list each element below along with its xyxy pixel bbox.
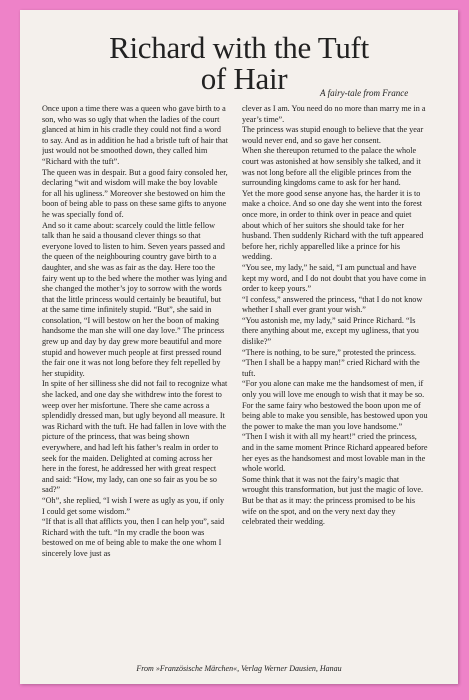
- right-column: [242, 104, 428, 644]
- paragraph: The princess was stupid enough to believe that the year would never end, and so gave her consent.: [242, 125, 424, 145]
- paragraph: “There is nothing, to be sure,” protested the princess.: [242, 347, 416, 357]
- paragraph: “You astonish me, my lady,” said Prince Richard. “Is there anything about me, except my ugliness, that you dislike?”: [242, 315, 419, 347]
- paragraph: clever as I am. You need do no more than marry me in a year’s time”.: [242, 104, 426, 124]
- article-subtitle: A fairy-tale from France: [320, 88, 409, 98]
- paragraph: “Then I shall be a happy man!” cried Richard with the tuft.: [242, 358, 420, 378]
- paragraph: Some think that it was not the fairy’s magic that wrought this transformation, but just the magic of love. But be that as it may: the princess promised to be his wife on the spot, and on the very next day they celebrated their wedding.: [242, 474, 424, 527]
- left-column: [42, 104, 228, 646]
- paragraph: Yet the more good sense anyone has, the harder it is to make a choice. And so one day she went into the forest once more, in order to think over in peace and quiet about which of her suitors she should take for her husband. Then suddenly Richard with the tuft appeared before her, richly apparelled like a prince for his wedding.: [242, 188, 424, 262]
- paragraph: “Then I wish it with all my heart!” cried the princess, and in the same moment Prince Richard appeared before her eyes as the handsomest and most lovable man in the whole world.: [242, 432, 428, 474]
- paragraph: “For you alone can make me the handsomest of men, if only you will love me enough to wish that it may be so. For the same fairy who bestowed the boon upon me of being able to make you sensible, has bestowed upon you the power to make the man you love handsome.”: [242, 379, 428, 431]
- title-line-2: of Hair: [200, 61, 288, 96]
- paragraph: “If that is all that afflicts you, then I can help you”, said Richard with the tuft. “In my cradle the boon was bestowed on me of being able to make the one whom I sincerely love just as: [42, 517, 225, 558]
- paragraph: The queen was in despair. But a good fairy consoled her, declaring “wit and wisdom will make the boy lovable for all his ugliness.” Moreover she bestowed on him the boon of being able to pass on these same gifts to anyone he was specially fond of.: [42, 167, 228, 219]
- paragraph: In spite of her silliness she did not fail to recognize what she lacked, and one day she withdrew into the forest to weep over her misfortune. There she came across a splendidly dressed man, but ugly beyond all measure. It was Richard with the tuft. He had fallen in love with the picture of the princess, that was being shown everywhere, and had left his father’s realm in order to seek for the maiden. Delighted at coming across her here in the forest, he addressed her with great respect and said: “How, my lady, can one so fair as you be so sad?”: [42, 379, 228, 495]
- paragraph: “Oh”, she replied, “I wish I were as ugly as you, if only I could get some wisdom.”: [42, 495, 225, 516]
- paragraph: “You see, my lady,” he said, “I am punctual and have kept my word, and I do not doubt that you have come in order to keep yours.”: [242, 262, 426, 294]
- page-sheet: [20, 10, 458, 684]
- source-footer: From »Französische Märchen«, Verlag Werner Dausien, Hanau: [136, 664, 342, 673]
- title-line-1: Richard with the Tuft: [109, 30, 369, 65]
- paragraph: Once upon a time there was a queen who gave birth to a son, who was so ugly that when the ladies of the court glanced at him in his cradle they could not find a word to say. And as in addition he had a bristle tuft of hair that just would not be smoothed down, they called him “Richard with the tuft”.: [42, 104, 228, 166]
- paragraph: “I confess,” answered the princess, “that I do not know whether I shall ever grant your wish.”: [242, 294, 423, 315]
- article-title: [20, 32, 458, 94]
- paragraph: And so it came about: scarcely could the little fellow talk than he said a thousand clever things so that everyone loved to listen to him. Seven years passed and the queen of the neighbouring country gave birth to a daughter, and she was as fair as the day. Here too the fairy went up to the bed where the mother was lying and she changed the mother’s joy to sorrow with the words that the little princess would certainly be beautiful, but at the same time infinitely stupid. “But”, she said in consolation, “I will bestow on her the boon of making handsome the man she will one day love.” The princess grew up and day by day grew more beautiful and more stupid and however much people at first pressed round the fair one it was not long before they felt repelled by her stupidity.: [42, 220, 227, 378]
- paragraph: When she thereupon returned to the palace the whole court was astonished at how sensibly she talked, and it was not long before all the eligible princes from the surrounding kingdoms came to ask for her hand.: [242, 146, 421, 188]
